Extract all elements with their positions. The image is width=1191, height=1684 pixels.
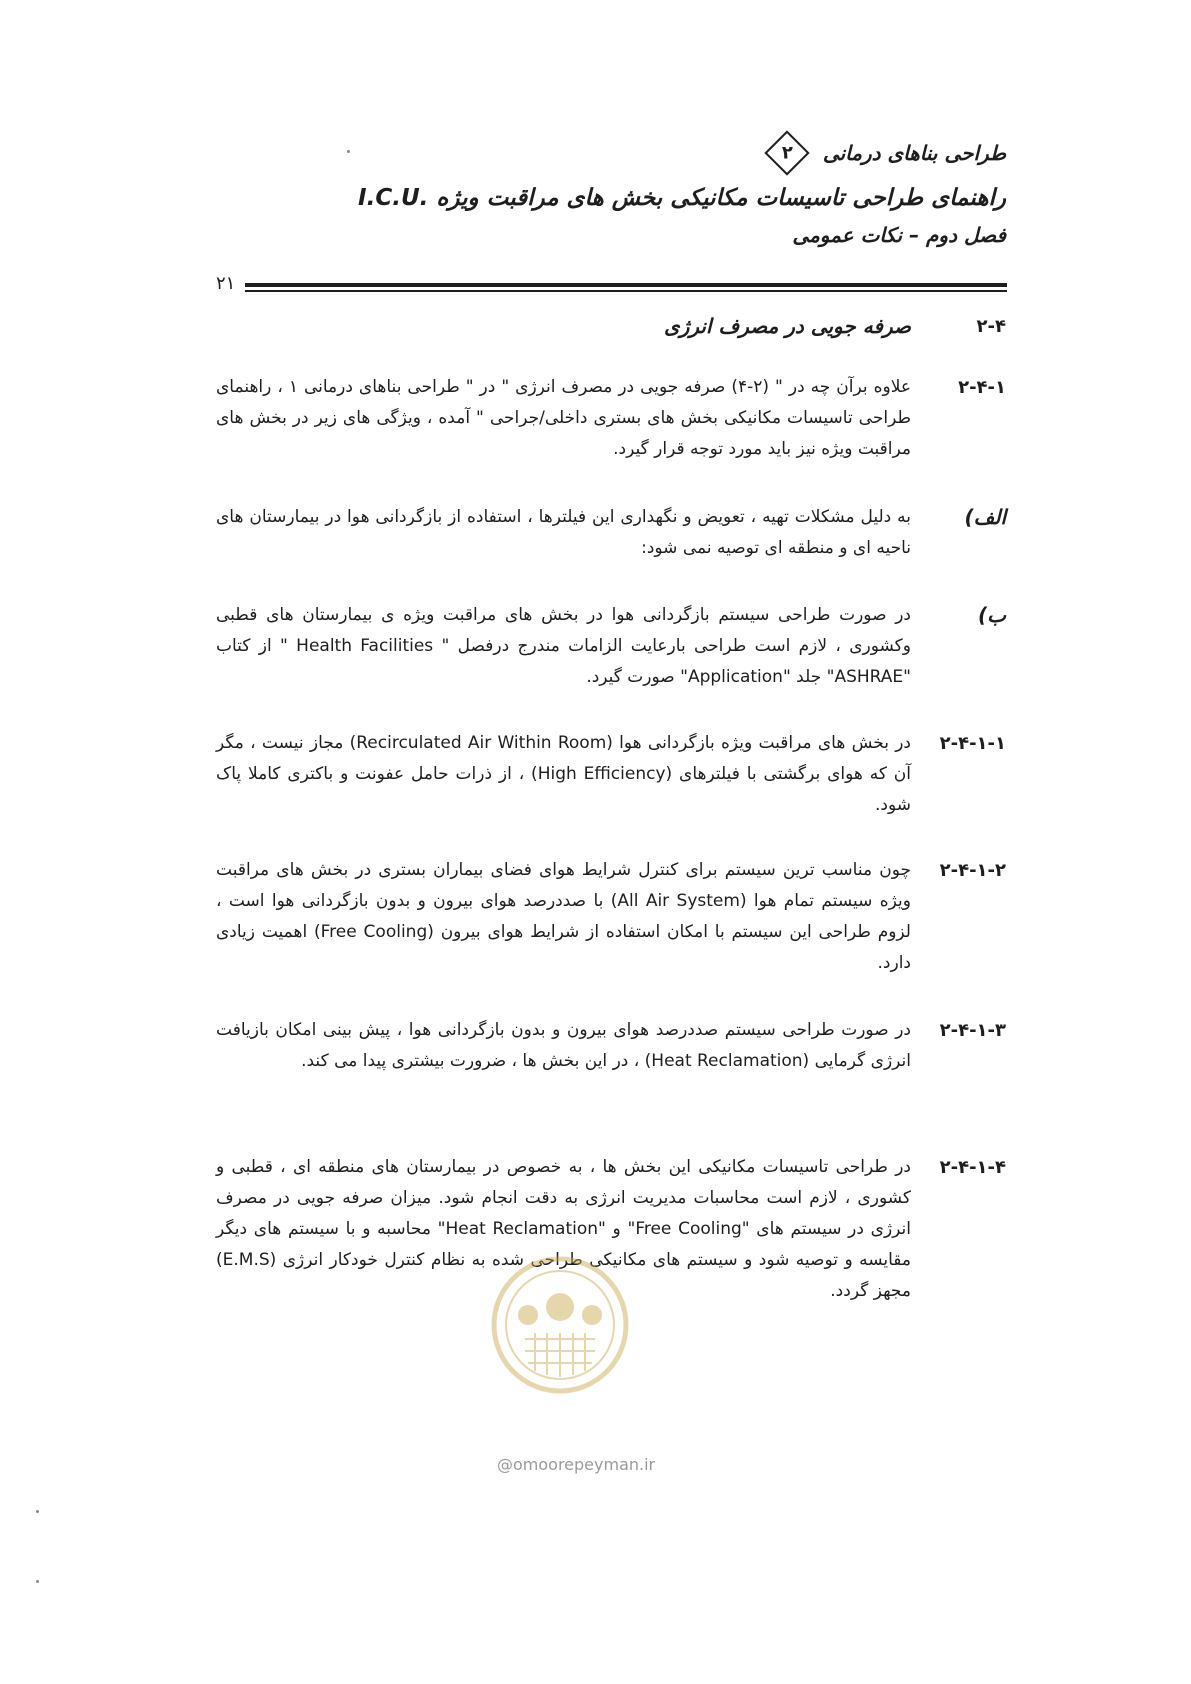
scan-speck: [36, 1510, 39, 1513]
section-paragraph: در طراحی تاسیسات مکانیکی این بخش ها ، به خصوص در بیمارستان های منطقه ای ، قطبی و کشوری ، لازم است محاسبات مدیریت انرژی به دقت انجام شود. میزان صرفه جویی در مصرف انرژی در سیستم های "Free Cooling" و "Heat Reclamation" محاسبه و با سیستم های دیگر مقایسه و توصیه شود و سیستم های مکانیکی طراحی شده به نظام کنترل خودکار انرژی (E.M.S) مجهز گردد.: [216, 1157, 912, 1301]
item-be: [216, 600, 1006, 693]
scan-speck: [347, 150, 350, 153]
scan-speck: [36, 1580, 39, 1583]
page-header: [186, 136, 1006, 252]
section-2-4: [216, 311, 1006, 342]
section-2-4-1-3: [216, 1015, 1006, 1077]
section-paragraph: علاوه برآن چه در " (۲-۴) صرفه جویی در مصرف انرژی " در " طراحی بناهای درمانی ۱ ، راهنمای طراحی تاسیسات مکانیکی بخش های بستری داخلی/جراحی " آمده ، ویژگی های زیر در بخش های مراقبت ویژه نیز باید مورد توجه قرار گیرد.: [216, 377, 911, 459]
section-number: ۲-۴-۱: [958, 377, 1006, 398]
page-number: ۲۱: [216, 273, 236, 294]
section-title: صرفه جویی در مصرف انرژی: [664, 314, 911, 338]
item-alef: [216, 502, 1006, 564]
section-number: ۲-۴-۱-۴: [939, 1157, 1006, 1178]
chapter-title: فصل دوم – نکات عمومی: [792, 223, 1006, 247]
watermark-site: @omoorepeyman.ir: [497, 1455, 656, 1474]
item-letter: الف): [964, 505, 1006, 529]
book-title: طراحی بناهای درمانی: [822, 141, 1006, 165]
section-2-4-1: [216, 372, 1006, 465]
item-letter: ب): [978, 603, 1006, 627]
book-title-row: [186, 136, 1006, 170]
chapter-badge-number: ۲: [781, 142, 793, 163]
chapter-badge: [764, 130, 809, 175]
section-number: ۲-۴-۱-۲: [939, 860, 1006, 881]
section-2-4-1-2: [216, 855, 1006, 979]
section-number: ۲-۴: [976, 316, 1006, 337]
section-number: ۲-۴-۱-۳: [939, 1020, 1006, 1041]
guide-title: راهنمای طراحی تاسیسات مکانیکی بخش های مراقبت ویژه .I.C.U: [358, 185, 1006, 211]
section-2-4-1-1: [216, 728, 1006, 821]
item-paragraph: به دلیل مشکلات تهیه ، تعویض و نگهداری این فیلترها ، استفاده از بازگردانی هوا در بیمارستان های ناحیه ای و منطقه ای توصیه نمی شود:: [216, 507, 911, 558]
header-rule: [245, 283, 1007, 293]
section-number: ۲-۴-۱-۱: [939, 733, 1006, 754]
section-paragraph: چون مناسب ترین سیستم برای کنترل شرایط هوای فضای بیماران بستری در بخش های مراقبت ویژه سیستم تمام هوا (All Air System) با صددرصد هوای بیرون و بدون بازگردانی هوا است ، لزوم طراحی این سیستم با امکان استفاده از شرایط هوای بیرون (Free Cooling) اهمیت زیادی دارد.: [216, 860, 911, 973]
publisher-seal-icon: [490, 1255, 630, 1395]
section-paragraph: در بخش های مراقبت ویژه بازگردانی هوا (Recirculated Air Within Room) مجاز نیست ، مگر آن که هوای برگشتی با فیلترهای (High Efficiency) ، از ذرات حامل عفونت و باکتری کاملا پاک شود.: [216, 733, 912, 815]
section-paragraph: در صورت طراحی سیستم صددرصد هوای بیرون و بدون بازگردانی هوا ، پیش بینی امکان بازیافت انرژی گرمایی (Heat Reclamation) ، در این بخش ها ، ضرورت بیشتری پیدا می کند.: [216, 1020, 911, 1071]
item-paragraph: در صورت طراحی سیستم بازگردانی هوا در بخش های مراقبت ویژه ی بیمارستان های قطبی وکشوری ، لازم است طراحی بارعایت الزامات مندرج درفصل " Health Facilities " از کتاب "ASHRAE" جلد "Application" صورت گیرد.: [216, 605, 911, 687]
